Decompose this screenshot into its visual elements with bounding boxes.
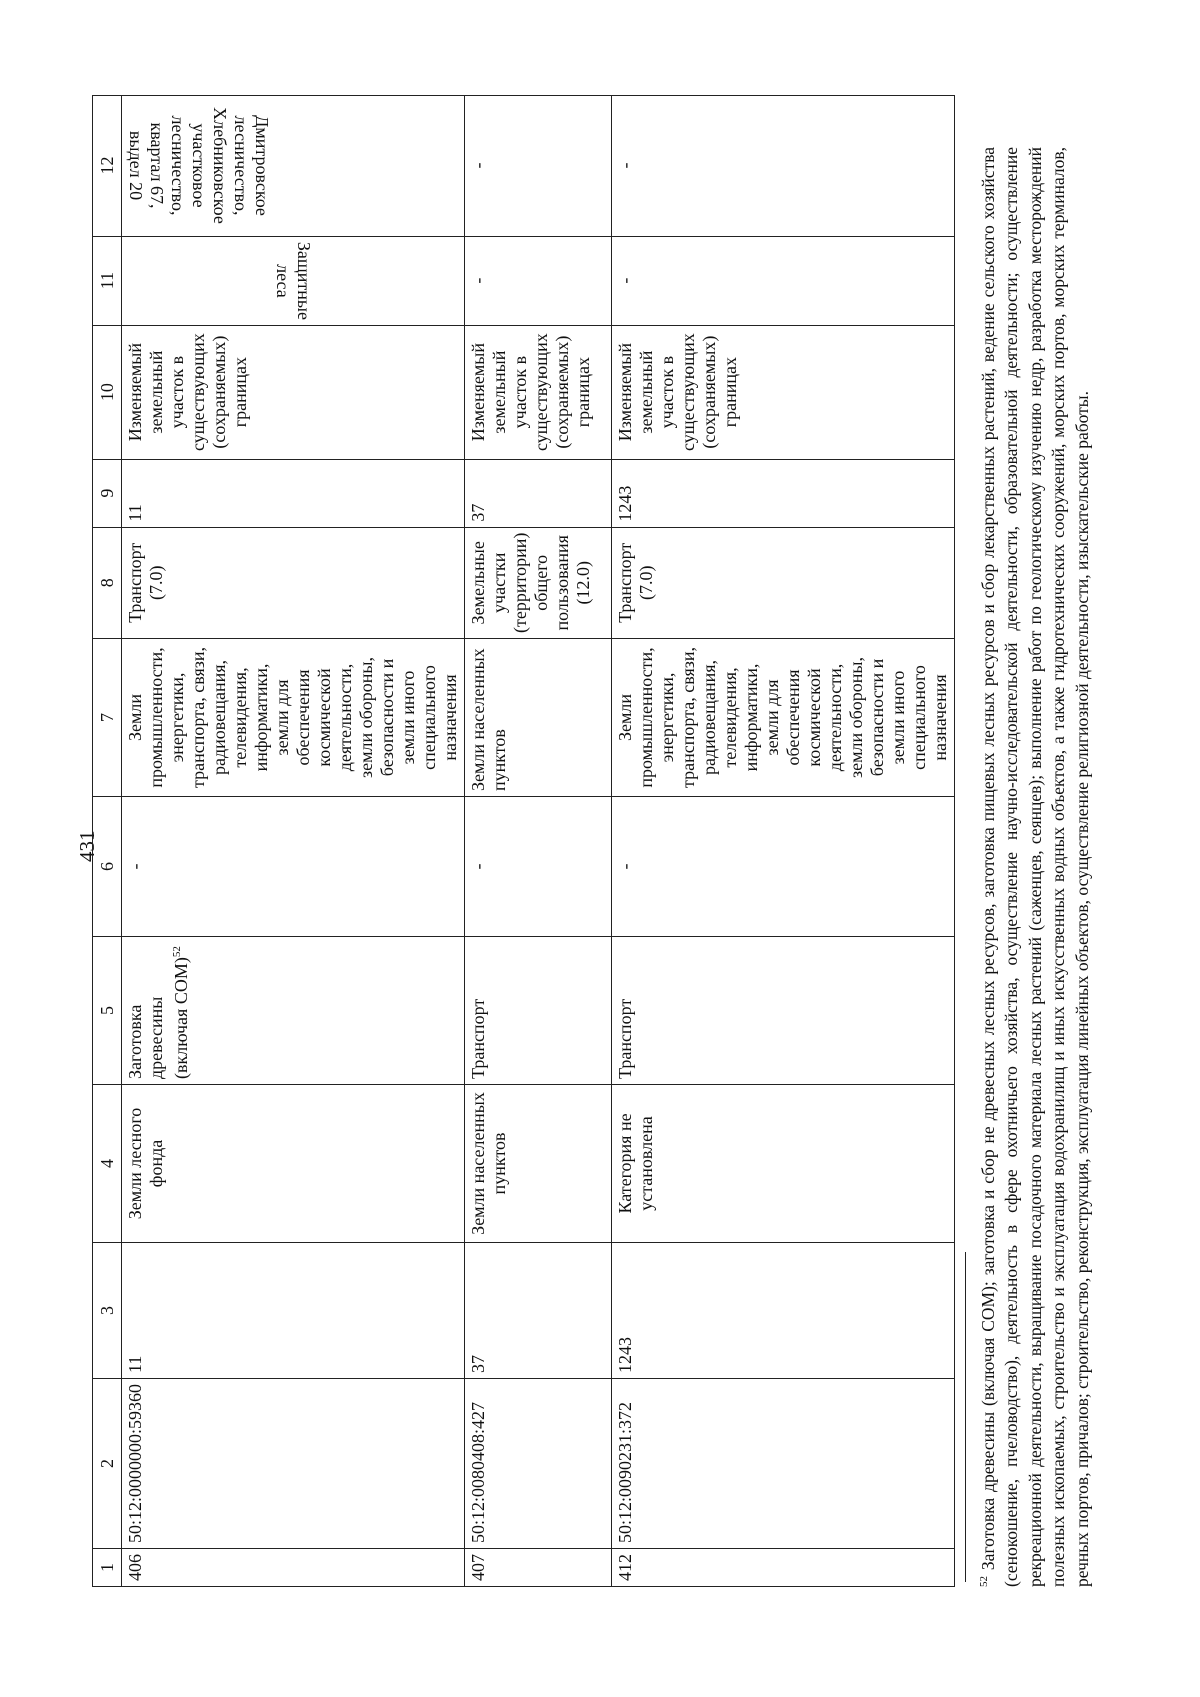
permitted-use: Транспорт <box>612 936 955 1084</box>
column-6-value: - <box>122 796 465 936</box>
land-category: Земли населенных пунктов <box>465 1084 612 1242</box>
plot-status: Изменяемый земельный участок в существующих (сохраняемых) границах <box>612 325 955 459</box>
footnote-separator <box>965 1252 966 1582</box>
planned-use-type: Транспорт (7.0) <box>612 527 955 638</box>
column-number: 4 <box>93 1084 122 1242</box>
table-row <box>465 95 612 1586</box>
permitted-use: Транспорт <box>465 936 612 1084</box>
cadastral-number: 50:12:0000000:59360 <box>122 1378 465 1548</box>
planned-area: 37 <box>465 459 612 527</box>
column-number: 5 <box>93 936 122 1084</box>
page-number: 431 <box>75 830 99 862</box>
column-6-value: - <box>465 796 612 936</box>
column-6-value: - <box>612 796 955 936</box>
forest-type: - <box>612 236 955 325</box>
row-number: 406 <box>122 1549 465 1587</box>
forestry-location: - <box>612 95 955 236</box>
plot-status: Изменяемый земельный участок в существующих (сохраняемых) границах <box>122 325 465 459</box>
planned-use-type: Земельные участки (территории) общего пользования (12.0) <box>465 527 612 638</box>
column-number: 10 <box>93 325 122 459</box>
forestry-location: - <box>465 95 612 236</box>
area-value: 37 <box>465 1242 612 1378</box>
planned-land-category: Земли промышленности, энергетики, транспорта, связи, радиовещания, телевидения, информатики, земли для обеспечения космической деятельности, земли обороны, безопасности и земли иного специального назначения <box>122 638 465 796</box>
table-row <box>612 95 955 1586</box>
area-value: 11 <box>122 1242 465 1378</box>
plot-status: Изменяемый земельный участок в существующих (сохраняемых) границах <box>465 325 612 459</box>
planned-use-type: Транспорт (7.0) <box>122 527 465 638</box>
column-number: 6 <box>93 796 122 936</box>
land-category: Земли лесного фонда <box>122 1084 465 1242</box>
column-number: 3 <box>93 1242 122 1378</box>
column-number: 1 <box>93 1549 122 1587</box>
row-number: 412 <box>612 1549 955 1587</box>
footnote-marker: 52 <box>978 1576 990 1587</box>
column-number: 11 <box>93 236 122 325</box>
footnote <box>973 147 1094 1587</box>
planned-area: 11 <box>122 459 465 527</box>
permitted-use <box>122 936 465 1084</box>
footnote-text: Заготовка древесины (включая СОМ); заготовка и сбор не древесных лесных ресурсов, заготовка пищевых лесных ресурсов и сбор лекарственных растений, ведение сельского хозяйства (сенокошение, пчеловодство), деятельность в сфере охотничьего хозяйства, осуществление научно-исследовательской деятельности, образовательной деятельности; осуществление рекреационной деятельности, выращивание посадочного материала лесных растений (саженцев, сеянцев); выполнение работ по геологическому изучению недр, разработка месторождений полезных ископаемых, строительство и эксплуатация водохранилищ и иных искусственных водных объектов, а также гидротехнических сооружений, морских портов, морских терминалов, речных портов, причалов; строительство, реконструкция, эксплуатация линейных объектов, осуществление религиозной деятельности, изыскательские работы. <box>977 147 1092 1587</box>
land-plots-table <box>92 95 955 1587</box>
cadastral-number: 50:12:0090231:372 <box>612 1378 955 1548</box>
planned-area: 1243 <box>612 459 955 527</box>
forest-type <box>122 236 465 325</box>
planned-land-category: Земли промышленности, энергетики, транспорта, связи, радиовещания, телевидения, информатики, земли для обеспечения космической деятельности, земли обороны, безопасности и земли иного специального назначения <box>612 638 955 796</box>
cadastral-number: 50:12:0080408:427 <box>465 1378 612 1548</box>
planned-land-category: Земли населенных пунктов <box>465 638 612 796</box>
permitted-use-text: Заготовка древесины (включая СОМ) <box>125 957 191 1079</box>
table-row <box>122 95 465 1586</box>
column-number: 2 <box>93 1378 122 1548</box>
column-number: 8 <box>93 527 122 638</box>
forestry-location: Дмитровское лесничество, Хлебниковское участковое лесничество, квартал 67, выдел 20 <box>122 95 465 236</box>
land-category: Категория не установлена <box>612 1084 955 1242</box>
column-number: 9 <box>93 459 122 527</box>
area-value: 1243 <box>612 1242 955 1378</box>
column-number: 7 <box>93 638 122 796</box>
forest-type: - <box>465 236 612 325</box>
column-number-row <box>93 95 122 1586</box>
footnote-reference: 52 <box>171 946 183 958</box>
forest-type-text: Защитные леса <box>273 241 314 320</box>
row-number: 407 <box>465 1549 612 1587</box>
column-number: 12 <box>93 95 122 236</box>
